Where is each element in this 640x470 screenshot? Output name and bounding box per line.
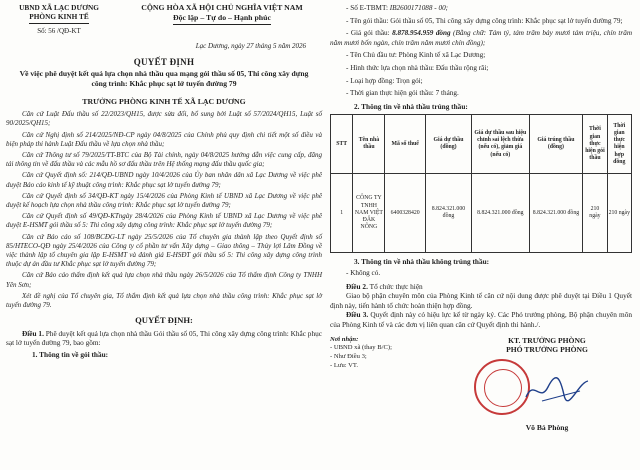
sign-title-2: PHÓ TRƯỞNG PHÒNG <box>506 345 588 355</box>
nation-line-1: CỘNG HÒA XÃ HỘI CHỦ NGHĨA VIỆT NAM <box>141 3 303 12</box>
decision-heading: QUYẾT ĐỊNH: <box>135 315 193 326</box>
package-label: - Tên gói thầu: <box>346 16 389 25</box>
col-header: Thời gian thực hiện hợp đồng <box>607 115 631 174</box>
article-2 <box>330 282 632 292</box>
document-header <box>6 0 322 36</box>
document-date: Lạc Dương, ngày 27 tháng 5 năm 2026 <box>195 42 306 51</box>
package-line <box>330 17 632 27</box>
method-line: - Hình thức lựa chọn nhà thầu: Đấu thầu rộng rãi; <box>346 63 489 72</box>
article-3-label: Điều 3. <box>346 310 369 320</box>
winning-contractor-table <box>330 114 632 253</box>
seal-area <box>462 359 632 421</box>
tbmt-label: - Số E-TBMT: <box>346 4 388 12</box>
document-subject: Về việc phê duyệt kết quả lựa chọn nhà thầu qua mạng gói thầu số 05, Thi công xây dựng công trình: Khắc phục sạt lở tuyến đường 79 <box>19 69 309 88</box>
basis-item: Căn cứ Quyết định số 34/QĐ-KT ngày 15/4/2026 của Phòng Kinh tế UBND xã Lạc Dương về việc phê duyệt kế hoạch lựa chọn nhà thầu công trình: Khắc phục sạt lở tuyến đường 79; <box>6 191 322 210</box>
section-3-heading: 3. Thông tin về nhà thầu không trúng thầu: <box>354 257 490 267</box>
basis-item: Căn cứ Báo cáo số 108/BCĐG-LT ngày 25/5/2026 của Tổ chuyên gia thành lập theo Quyết định số 85/HTECO-QĐ ngày 25/4/2026 của Công ty cổ phần tư vấn Xây dựng – Giao thông – Thủy lợi Lâm Đồng về việc thành lập tổ chuyên gia lập E-HSMT và đánh giá E-HSĐT gói thầu số 5: Thi công xây dựng công trình thuộc dự án đầu tư Khắc phục sạt lở tuyến đường 79; <box>6 232 322 269</box>
recipient-item: - Lưu: VT. <box>330 361 359 369</box>
basis-item: Căn cứ Thông tư số 79/2025/TT-BTC của Bộ Tài chính, ngày 04/8/2025 hướng dẫn việc cung cấp, đăng tải thông tin về đấu thầu và các mẫu hồ sơ đấu thầu trên Hệ thống mạng đấu thầu quốc gia; <box>6 151 322 169</box>
package-value: Gói thầu số 05, Thi công xây dựng công trình: Khắc phục sạt lở tuyến đường 79; <box>390 16 623 25</box>
article-3 <box>330 310 632 329</box>
table-cell: 8.824.321.000 đồng <box>425 174 471 253</box>
owner-line: - Tên Chủ đầu tư: Phòng Kinh tế xã Lạc Dương; <box>346 51 486 60</box>
table-cell: CÔNG TY TNHH NAM VIỆT ĐẮK NÔNG <box>353 174 385 253</box>
basis-item: Căn cứ Quyết định số 49/QĐ-KTngày 28/4/2026 của Phòng Kinh tế UBND xã Lạc Dương về việc phê duyệt E-HSMT gói thầu số 5: Thi công xây dựng công trình: Khắc phục sạt lở tuyến đường 79; <box>6 212 322 230</box>
issuing-authority: TRƯỞNG PHÒNG KINH TẾ XÃ LẠC DƯƠNG <box>82 96 246 106</box>
table-cell: 210 ngày <box>583 174 607 253</box>
price-label: - Giá gói thầu: <box>346 29 390 38</box>
table-row <box>331 174 632 253</box>
article-1-text: Phê duyệt kết quả lựa chọn nhà thầu Gói thầu số 05, Thi công xây dựng công trình: Khắc phục sạt lở tuyến đường 79, bao gồm: <box>6 328 322 348</box>
col-header: Tên nhà thầu <box>353 115 385 174</box>
section-1-heading: 1. Thông tin về gói thầu: <box>32 350 109 360</box>
col-header: STT <box>331 115 353 174</box>
recipient-item: - Như Điều 3; <box>330 353 367 361</box>
table-cell: 6400328420 <box>385 174 425 253</box>
table-header-row <box>331 115 632 174</box>
basis-item: Căn cứ Báo cáo thẩm định kết quả lựa chọn nhà thầu ngày 26/5/2026 của Tổ thẩm định Công ty TNHH Yên Sơn; <box>6 271 322 289</box>
col-header: Mã số thuế <box>385 115 425 174</box>
basis-item: Xét đề nghị của Tổ chuyên gia, Tổ thẩm định kết quả lựa chọn nhà thầu công trình: Khắc phục sạt lở tuyến đường 79. <box>6 291 322 310</box>
article-3-text: Quyết định này có hiệu lực kể từ ngày ký. Các Phó trưởng phòng, Bộ phận chuyên môn của Phòng Kinh tế và các đơn vị liên quan căn cứ Quyết định thi hành./. <box>330 310 632 329</box>
signer-name: Võ Bá Phòng <box>525 423 569 433</box>
table-cell: 210 ngày <box>607 174 631 253</box>
tbmt-value: IB2600171088 - 00; <box>389 4 449 12</box>
col-header: Thời gian thực hiện gói thầu <box>583 115 607 174</box>
price-words: (Bằng chữ: Tám tỷ, tám trăm bảy mươi tám triệu, chín trăm năm mươi bốn ngàn, chín trăm năm mươi chín đồng); <box>330 29 633 47</box>
col-header: Giá trúng thầu (đồng) <box>529 115 583 174</box>
recipients-title: Nơi nhận: <box>330 335 359 343</box>
right-column <box>330 0 632 433</box>
document-type: QUYẾT ĐỊNH <box>133 56 195 67</box>
nation-line-2: Độc lập – Tự do – Hạnh phúc <box>173 13 271 25</box>
price-value: 8.878.954.959 đồng <box>392 29 451 38</box>
article-2-label: Điều 2. <box>346 281 368 291</box>
left-column <box>6 0 322 360</box>
article-2-text: Tổ chức thực hiện <box>369 281 423 291</box>
contract-type-line: - Loại hợp đồng: Trọn gói; <box>346 76 423 85</box>
document-serial: Số: 56 /QĐ-KT <box>37 26 81 35</box>
duration-line: - Thời gian thực hiện gói thầu: 7 tháng. <box>346 89 459 98</box>
table-cell: 8.824.321.000 đồng <box>472 174 529 253</box>
national-motto <box>122 0 322 36</box>
legal-bases <box>6 110 322 310</box>
tbmt-line <box>330 4 632 14</box>
article-2-body: Giao bộ phận chuyên môn của Phòng Kinh tế căn cứ nội dung được phê duyệt tại Điều 1 Quyết định này, tiến hành tổ chức hoàn thiện hợp đồng. <box>330 291 632 310</box>
org-line-1: UBND XÃ LẠC DƯƠNG <box>19 3 99 12</box>
document-footer <box>330 336 632 433</box>
sign-title-1: KT. TRƯỞNG PHÒNG <box>508 335 586 345</box>
basis-item: Căn cứ Nghị định số 214/2025/NĐ-CP ngày 04/8/2025 của Chính phủ quy định chi tiết một số điều và biện pháp thi hành Luật Đấu thầu về lựa chọn nhà thầu; <box>6 130 322 148</box>
org-line-2: PHÒNG KINH TẾ <box>29 12 88 23</box>
basis-item: Căn cứ Quyết định số: 214/QĐ-UBND ngày 10/4/2026 của Ủy ban nhân dân xã Lạc Dương về việc phê duyệt Báo cáo kinh tế kỹ thuật công trình: Khắc phục sạt lở tuyến đường 79; <box>6 171 322 189</box>
recipients <box>330 336 450 433</box>
article-1-label: Điều 1. <box>22 328 44 338</box>
table-cell: 1 <box>331 174 353 253</box>
no-losing-contractor: - Không có. <box>346 268 381 277</box>
col-header: Giá dự thầu (đồng) <box>425 115 471 174</box>
recipient-item: - UBND xã (thay B/C); <box>330 344 392 352</box>
article-1 <box>6 329 322 348</box>
issuing-org <box>6 0 112 36</box>
table-cell: 8.824.321.000 đồng <box>529 174 583 253</box>
price-line <box>330 29 632 48</box>
section-2-heading: 2. Thông tin về nhà thầu trúng thầu: <box>354 101 468 111</box>
col-header: Giá dự thầu sau hiệu chỉnh sai lệch thừa (nếu có), giảm giá (nếu có) <box>472 115 529 174</box>
signature-block <box>462 336 632 433</box>
basis-item: Căn cứ Luật Đấu thầu số 22/2023/QH15, được sửa đổi, bổ sung bởi Luật số 57/2024/QH15, Luật số 90/2025/QH15; <box>6 110 322 128</box>
handwritten-signature <box>522 373 592 407</box>
